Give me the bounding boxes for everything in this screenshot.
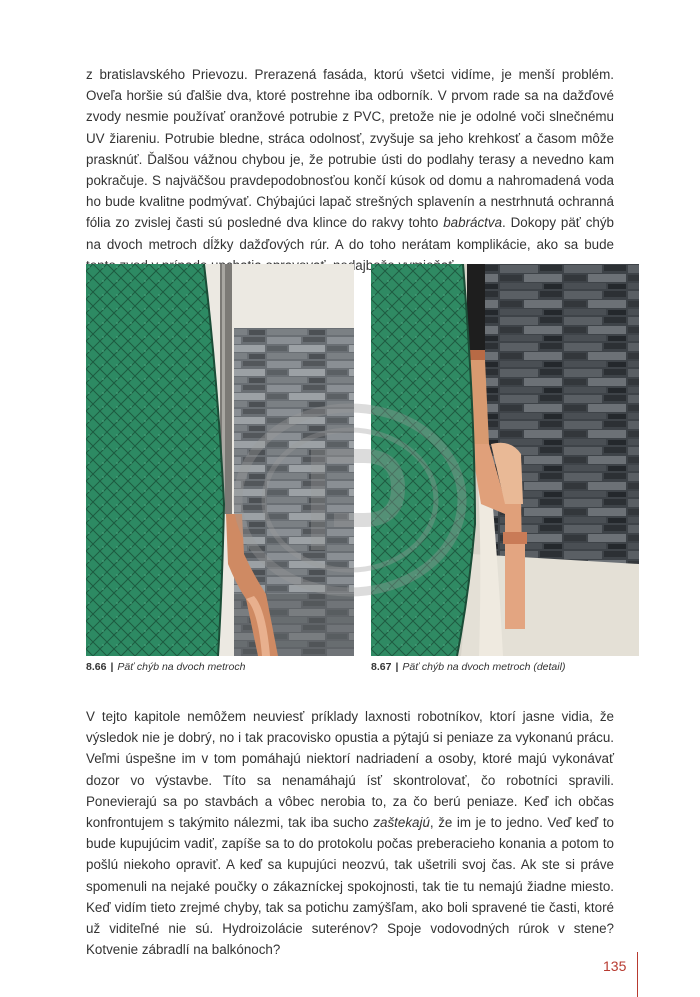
para1-emphasis: babráctva [443, 215, 503, 231]
page-number-rule [637, 952, 638, 997]
figure-number: 8.66 [86, 661, 107, 673]
para2-emphasis: zaštekajú [373, 815, 430, 831]
photo-downpipe-detail-image [371, 264, 639, 656]
figure-caption-8-67 [371, 661, 565, 673]
photo-downpipe-detail [371, 264, 639, 656]
page-number: 135 [603, 958, 627, 974]
figure-caption-8-66 [86, 661, 245, 673]
para1-text-a: z bratislavského Prievozu. Prerazená fasáda, ktorú všetci vidíme, je menší problém. Oveľa horšie sú ďalšie dva, ktoré postrehne iba odborník. V prvom rade sa na dažďové zvody nesmie používať oranžové potrubie z PVC, pretože nie je odolné voči slnečnému UV žiareniu. Potrubie bledne, stráca odolnosť, zvyšuje sa jeho krehkosť a časom môže prasknúť. Ďalšou vážnou chybou je, že potrubie ústi do podlahy terasy a nevedno kam pokračuje. S najväčšou pravdepodobnosťou končí kúsok od domu a nahromadená voda ho bude kvalitne podmývať. Chýbajúci lapač strešných splavenín a nestrhnutá ochranná fólia zo zvislej časti sú posledné dva klince do rakvy tohto [86, 67, 614, 231]
para2-text-b: , že im je to jedno. Veď keď to bude kupujúcim vadiť, zapíše sa to do protokolu počas preberacieho konania a potom to pošlú niekoho opraviť. A keď sa kupujúci neozvú, tak ušetrili svoj čas. Ak ste si práve spomenuli na nejaké poučky o zákazníckej spokojnosti, tak tie tu nemajú žiadne miesto. Keď vidím tieto zrejmé chyby, tak sa potichu zamýšľam, ako boli spravené tie časti, ktoré už viditeľné nie sú. Hydroizolácie suterénov? Spoje vodovodných rúrok v stene? Kotvenie zábradlí na balkónoch? [86, 815, 614, 958]
body-paragraph-bottom [86, 706, 614, 960]
figure-number: 8.67 [371, 661, 392, 673]
para2-text-a: V tejto kapitole nemôžem neuviesť príklady laxnosti robotníkov, ktorí jasne vidia, že výsledok nie je dobrý, no i tak pracovisko opustia a pýtajú si peniaze za vykonanú prácu. Veľmi úspešne im v tom pomáhajú niektorí nadriadení a osoby, ktoré majú vykonávať dozor vo výstavbe. Títo sa nenamáhajú ísť skontrolovať, čo robotníci spravili. Ponevierajú sa po stavbách a vôbec nerobia to, za čo berú peniaze. Keď ich občas konfrontujem s takýmito nálezmi, tak iba sucho [86, 709, 614, 831]
caption-separator: | [110, 661, 114, 673]
figure-caption-text: Päť chýb na dvoch metroch (detail) [402, 661, 566, 673]
para1-text-b: . Dokopy päť chýb na dvoch metroch dĺžky dažďových rúr. A do toho nerátam komplikácie, ako sa bude nedajbože [86, 215, 614, 273]
photo-downpipe-overview [86, 264, 354, 656]
caption-separator: | [395, 661, 399, 673]
body-paragraph-top [86, 64, 614, 276]
photo-downpipe-overview-image [86, 264, 354, 656]
figure-caption-text: Päť chýb na dvoch metroch [117, 661, 246, 673]
